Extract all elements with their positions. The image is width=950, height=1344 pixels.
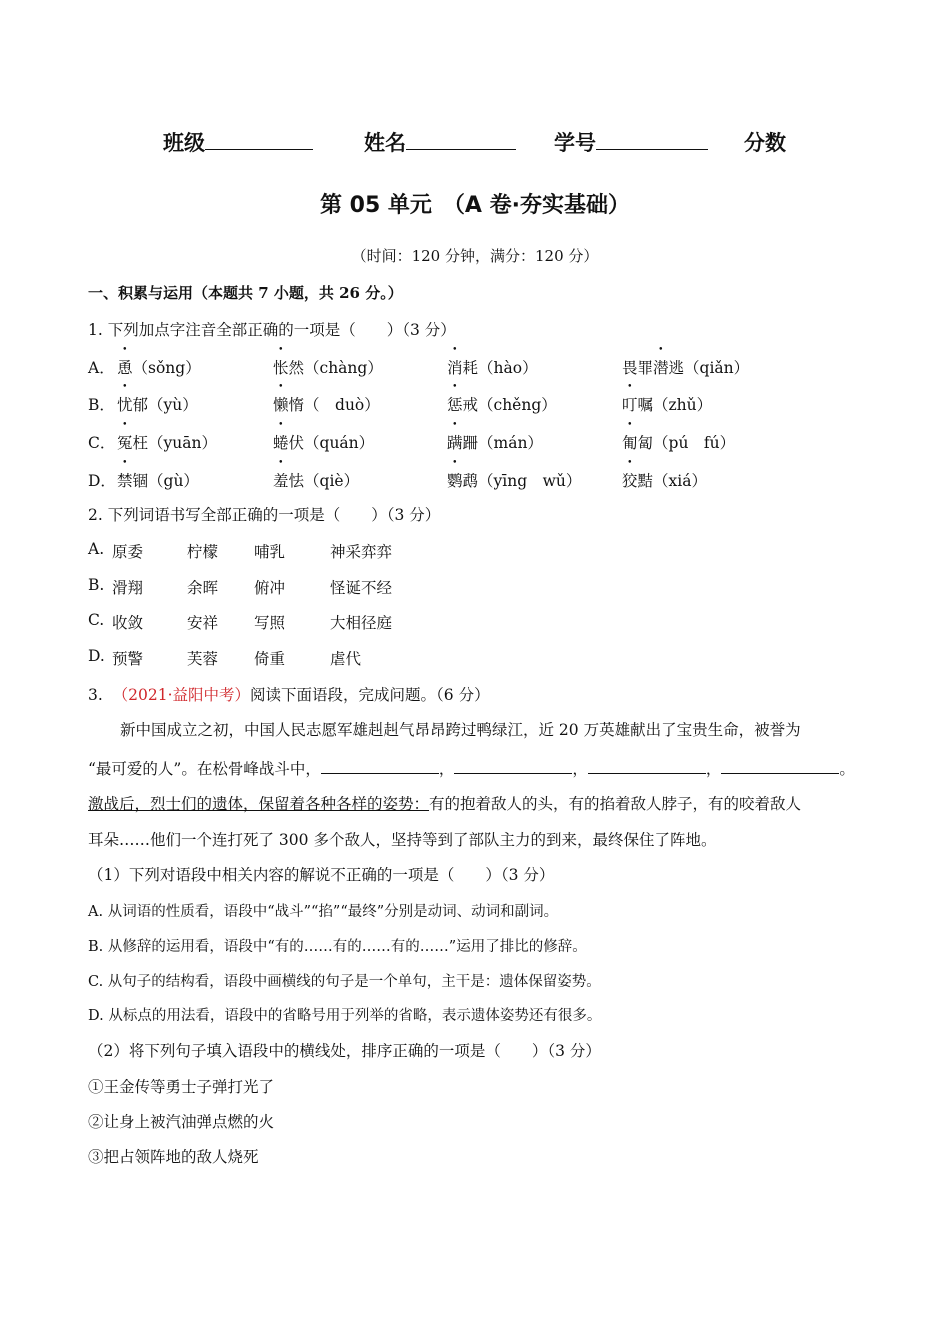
word-with-pinyin: 戒（chěng） [462,396,557,414]
emphasis-dot: 匍 [622,434,638,452]
q3-para4: 耳朵……他们一个连打死了 300 多个敌人，坚持等到了部队主力的到来，最终保住了阵地。 [88,831,717,849]
sentence-2: ②让身上被汽油弹点燃的火 [88,1113,275,1131]
blank-2[interactable] [454,759,572,774]
word-prefix: 畏罪潜 [622,359,669,377]
emphasis-dot: 蜷 [273,434,289,452]
word-with-pinyin: 伏（quán） [288,434,375,452]
score-label: 分数 [744,131,786,155]
q2-option-letter: D. [88,647,105,665]
q1-option-item [117,393,198,415]
id-field[interactable] [554,127,708,157]
name-label: 姓名 [364,131,406,155]
emphasis-dot: 潜 [653,359,669,377]
underlined-sentence: 激战后，烈士们的遗体，保留着各种各样的姿势： [88,795,430,813]
emphasis-dot: 消 [447,359,463,377]
q2-option-word: 原委 [112,543,144,561]
word-with-pinyin: 锢（gù） [132,472,199,490]
q2-option-word: 滑翔 [112,579,144,597]
q1-option-item [622,356,749,378]
emphasis-dot: 恿 [117,359,133,377]
emphasis-dot: 叮 [622,396,638,414]
q2-option-word: 俯冲 [254,579,286,597]
q1-option-item [447,356,538,378]
q2-option-word: 倚重 [254,650,286,668]
q2-option-word: 余晖 [187,579,219,597]
q1-option-item [273,393,380,415]
word-with-pinyin: 黠（xiá） [637,472,707,490]
q1-option-item [622,393,712,415]
q1-option-letter: C． [88,434,116,452]
word-prefix [622,396,638,414]
q3-source: （2021·益阳中考） [112,686,251,704]
word-with-pinyin: 逃（qiǎn） [668,359,750,377]
emphasis-dot: 懒 [273,396,289,414]
word-prefix [622,434,638,452]
q1-option-item [447,431,543,453]
word-prefix [273,434,289,452]
word-with-pinyin: 耗（hào） [462,359,538,377]
q1-option-item [117,356,201,378]
q1-option-item [273,356,383,378]
sentence-1: ①王金传等勇士子弹打光了 [88,1078,275,1096]
q2-option-letter: A. [88,540,105,558]
q2-option-letter: C. [88,611,105,629]
q2-option-word: 怪诞不经 [330,579,393,597]
q2-option-word: 神采弈弈 [330,543,393,561]
page-title: 第 05 单元 （A 卷·夯实基础） [320,193,630,218]
blank-4[interactable] [721,759,839,774]
id-blank[interactable] [596,129,708,150]
word-with-pinyin: 鹉（yīng wǔ） [462,472,582,490]
word-prefix [273,359,289,377]
q3-sub1-option-d: D. 从标点的用法看，语段中的省略号用于列举的省略，表示遗体姿势还有很多。 [88,1008,602,1024]
emphasis-dot: 怅 [273,359,289,377]
score-field [744,127,786,157]
q2-option-word: 收敛 [112,614,144,632]
word-prefix [447,359,463,377]
word-with-pinyin: 惰（ duò） [288,396,380,414]
q2-stem: 2. 下列词语书写全部正确的一项是（ ）（3 分） [88,506,441,524]
q3-stem-text: 阅读下面语段，完成问题。（6 分） [250,686,490,704]
word-prefix [273,396,289,414]
word-prefix [117,472,133,490]
q1-option-item [447,469,581,491]
q2-option-letter: B. [88,576,105,594]
emphasis-dot: 惩 [447,396,463,414]
section-heading: 一、积累与运用（本题共 7 小题，共 26 分。） [88,284,403,302]
q2-option-word: 写照 [254,614,286,632]
word-prefix [447,472,463,490]
class-blank[interactable] [205,129,313,150]
q3-para2-text: “最可爱的人”。在松骨峰战斗中， [88,760,321,778]
q2-option-word: 哺乳 [254,543,286,561]
q3-sub1-option-b: B. 从修辞的运用看，语段中“有的……有的……有的……”运用了排比的修辞。 [88,939,587,955]
q1-stem: 1. 下列加点字注音全部正确的一项是（ ）（3 分） [88,321,456,339]
blank-1[interactable] [321,759,439,774]
q2-option-word: 虐代 [330,650,362,668]
q3-stem [88,683,490,705]
q3-para3-rest: 有的抱着敌人的头，有的掐着敌人脖子，有的咬着敌人 [429,795,802,813]
sentence-3: ③把占领阵地的敌人烧死 [88,1148,259,1166]
q3-sub2: （2）将下列句子填入语段中的横线处，排序正确的一项是（ ）（3 分） [88,1042,601,1060]
q3-sub1-option-a: A. 从词语的性质看，语段中“战斗”“掐”“最终”分别是动词、动词和副词。 [88,904,559,920]
class-label: 班级 [163,131,205,155]
word-with-pinyin: 恿（sǒng） [117,359,201,377]
q3-para2: “最可爱的人”。在松骨峰战斗中， ， ， ， 。 [88,760,855,778]
class-field[interactable] [163,127,313,157]
time-info: （时间：120 分钟，满分：120 分） [351,247,599,265]
q1-option-item [273,431,374,453]
word-with-pinyin: 嘱（zhǔ） [637,396,713,414]
name-blank[interactable] [406,129,516,150]
q3-sub1: （1）下列对语段中相关内容的解说不正确的一项是（ ）（3 分） [88,866,555,884]
word-prefix [117,396,133,414]
emphasis-dot: 禁 [117,472,133,490]
q3-para3 [88,792,801,814]
name-field[interactable] [364,127,516,157]
q1-option-item [117,469,199,491]
q2-option-word: 大相径庭 [330,614,393,632]
word-with-pinyin: 郁（yù） [132,396,198,414]
emphasis-dot: 冤 [117,434,133,452]
q1-option-letter: D． [88,472,116,490]
q1-option-item [447,393,557,415]
q2-option-word: 柠檬 [187,543,219,561]
word-with-pinyin: 跚（mán） [462,434,543,452]
word-with-pinyin: 枉（yuān） [132,434,217,452]
q2-option-word: 预警 [112,650,144,668]
q2-option-word: 芙蓉 [187,650,219,668]
word-with-pinyin: 怯（qiè） [288,472,360,490]
q3-para1: 新中国成立之初，中国人民志愿军雄赳赳气昂昂跨过鸭绿江，近 20 万英雄献出了宝贵生命，被誉为 [120,721,801,739]
emphasis-dot: 忧 [117,396,133,414]
word-prefix [622,472,638,490]
emphasis-dot: 鹦 [447,472,463,490]
q2-option-word: 安祥 [187,614,219,632]
emphasis-dot: 狡 [622,472,638,490]
emphasis-dot: 蹒 [447,434,463,452]
q3-sub1-option-c: C. 从句子的结构看，语段中画横线的句子是一个单句，主干是：遗体保留姿势。 [88,974,601,990]
q1-option-letter: B． [88,396,115,414]
word-with-pinyin: 匐（pú fú） [637,434,736,452]
word-prefix [273,472,289,490]
q1-option-item [622,431,735,453]
q1-option-letter: A． [88,359,115,377]
word-with-pinyin: 然（chàng） [288,359,383,377]
blank-3[interactable] [588,759,706,774]
id-label: 学号 [554,131,596,155]
word-prefix [117,434,133,452]
word-prefix [447,396,463,414]
q1-option-item [273,469,359,491]
q1-option-item [622,469,707,491]
emphasis-dot: 羞 [273,472,289,490]
q3-number: 3. [88,686,103,704]
word-prefix [447,434,463,452]
q1-option-item [117,431,217,453]
